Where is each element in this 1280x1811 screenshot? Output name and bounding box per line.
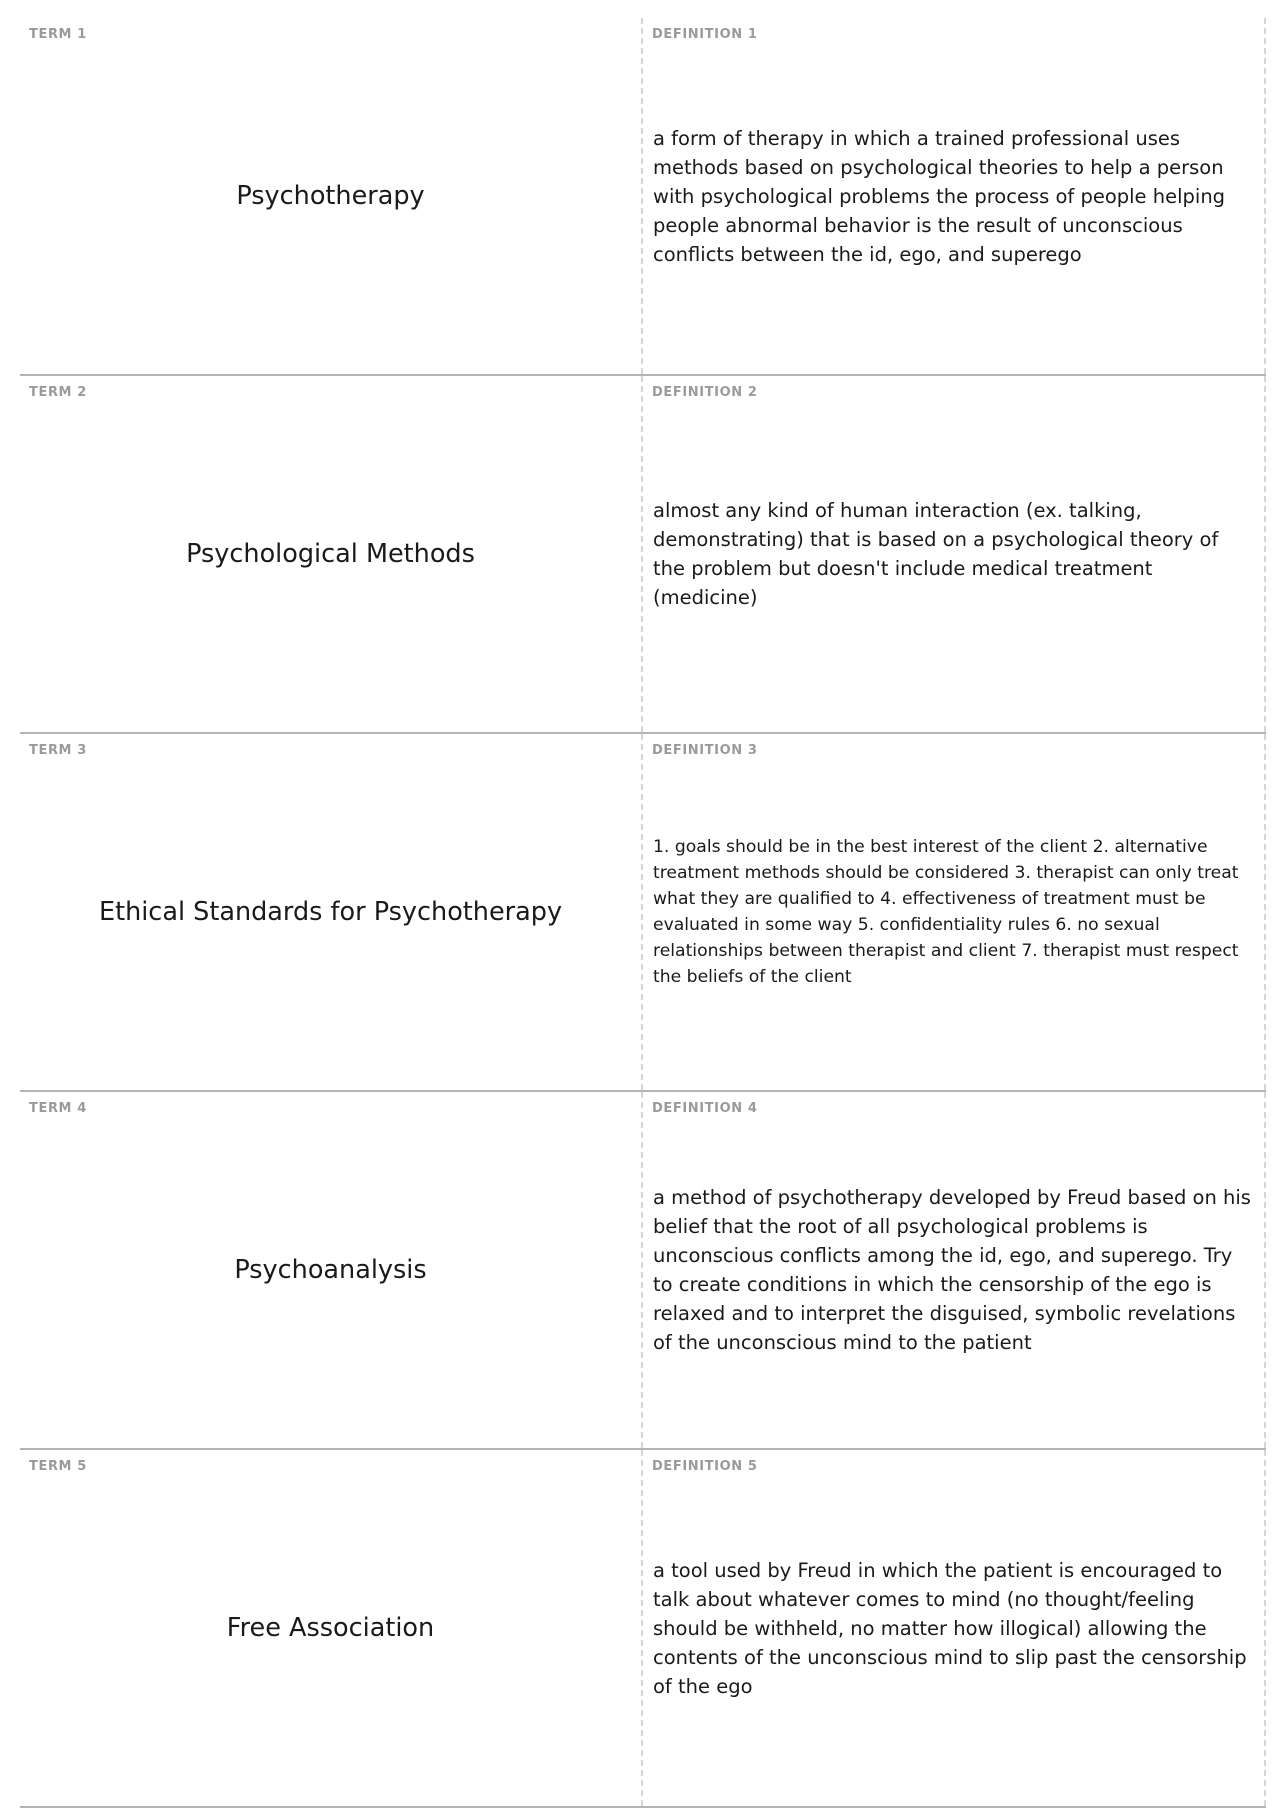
definition-panel	[643, 376, 1266, 732]
flashcard-5	[20, 1450, 1266, 1808]
definition-panel	[643, 1450, 1266, 1806]
definition-body: a tool used by Freud in which the patient is encouraged to talk about whatever comes to mind (no thought/feeling should be withheld, no matter how illogical) allowing the contents of the unconscious mind to slip past the censorship of the ego	[653, 1558, 1247, 1698]
term-panel	[20, 376, 643, 732]
term-text: Psychoanalysis	[234, 1255, 427, 1285]
definition-body: a method of psychotherapy developed by Freud based on his belief that the root of all psychological problems is unconscious conflicts among the id, ego, and superego. Try to create conditions in which the censorship of the ego is relaxed and to interpret the disguised, symbolic revelations of the unconscious mind to the patient	[653, 1186, 1251, 1354]
term-panel	[20, 18, 643, 374]
flashcard-2	[20, 376, 1266, 734]
flashcard-3	[20, 734, 1266, 1092]
definition-panel	[643, 18, 1266, 374]
term-text: Ethical Standards for Psychotherapy	[98, 897, 563, 927]
definition-label: DEFINITION 3	[652, 743, 758, 758]
definition-text	[653, 1450, 1256, 1806]
definition-label: DEFINITION 5	[652, 1459, 758, 1474]
flashcard-4	[20, 1092, 1266, 1450]
definition-label: DEFINITION 4	[652, 1101, 758, 1116]
term-label: TERM 4	[29, 1101, 87, 1116]
term-label: TERM 1	[29, 27, 87, 42]
definition-text	[653, 376, 1256, 732]
term-label: TERM 3	[29, 743, 87, 758]
definition-text	[653, 18, 1256, 374]
term-text: Free Association	[226, 1613, 435, 1643]
definition-panel	[643, 1092, 1266, 1448]
flashcard-sheet	[20, 18, 1266, 1808]
definition-text	[653, 1092, 1256, 1448]
term-text: Psychotherapy	[236, 181, 425, 211]
term-text: Psychological Methods	[186, 539, 475, 569]
definition-label: DEFINITION 1	[652, 27, 758, 42]
definition-body: a form of therapy in which a trained professional uses methods based on psychological theories to help a person with psychological problems the process of people helping people abnormal behavior is the result of unconscious conflicts between the id, ego, and superego	[653, 126, 1226, 266]
definition-text	[653, 734, 1256, 1090]
definition-body: almost any kind of human interaction (ex. talking, demonstrating) that is based on a psychological theory of the problem but doesn't include medical treatment (medicine)	[653, 499, 1219, 609]
term-label: TERM 5	[29, 1459, 87, 1474]
term-panel	[20, 734, 643, 1090]
definition-panel	[643, 734, 1266, 1090]
term-label: TERM 2	[29, 385, 87, 400]
term-panel	[20, 1092, 643, 1448]
term-panel	[20, 1450, 643, 1806]
flashcard-1	[20, 18, 1266, 376]
definition-label: DEFINITION 2	[652, 385, 758, 400]
definition-body: 1. goals should be in the best interest of the client 2. alternative treatment methods should be considered 3. therapist can only treat what they are qualified to 4. effectiveness of treatment must be evaluated in some way 5. confidentiality rules 6. no sexual relationships between therapist and client 7. therapist must respect the beliefs of the client	[653, 837, 1239, 987]
